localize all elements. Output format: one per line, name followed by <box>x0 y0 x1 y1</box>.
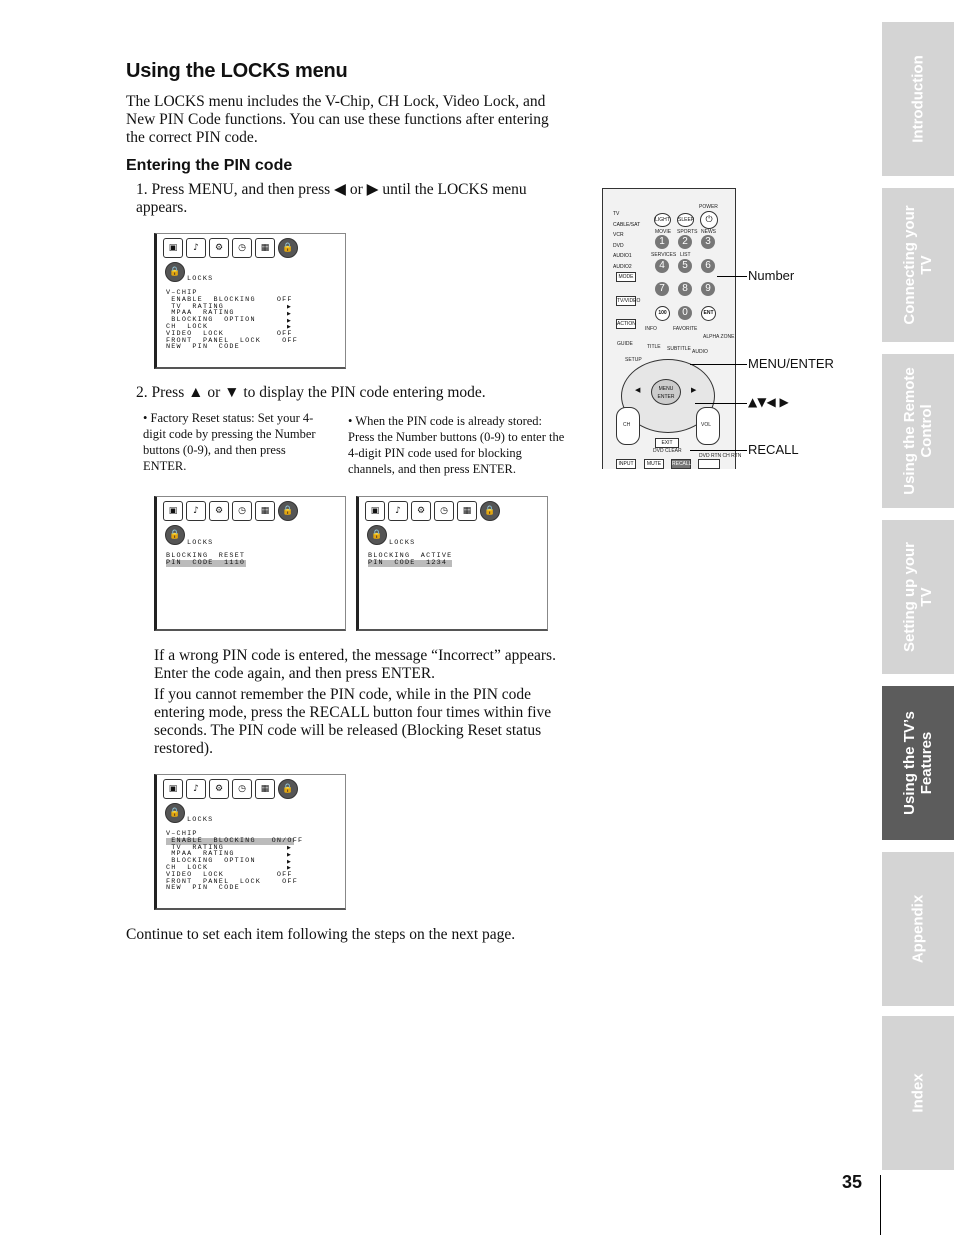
menu-line: TV RATING <box>166 843 225 852</box>
audio-icon: ♪ <box>186 501 206 521</box>
menu-line: VIDEO LOCK OFF <box>166 329 293 338</box>
timer-icon: ◷ <box>434 501 454 521</box>
power-button[interactable]: ⏻ <box>700 211 718 229</box>
tab-appendix[interactable]: Appendix <box>882 852 954 1006</box>
tab-using-tvs-features[interactable]: Using the TV’s Features <box>882 686 954 840</box>
locks-icon: 🔒 <box>278 238 298 258</box>
audio-label: AUDIO <box>692 349 708 355</box>
channel-icon: ▦ <box>457 501 477 521</box>
page-title: Using the LOCKS menu <box>126 60 348 82</box>
locks-selected-icon: 🔒 <box>367 525 387 545</box>
step-1: 1. Press MENU, and then press ◀ or ▶ until the LOCKS menu appears. <box>136 181 527 216</box>
pin-active-screen <box>356 496 548 631</box>
digit-9-button[interactable]: 9 <box>701 282 715 296</box>
menu-list <box>166 290 298 351</box>
menu-enter-button[interactable]: MENU ENTER <box>651 379 681 405</box>
favorite-label: FAVORITE <box>673 326 698 332</box>
number-callout: Number <box>748 268 795 283</box>
guide-label: GUIDE <box>617 341 633 347</box>
right-arrow-icon[interactable]: ▶ <box>691 386 697 394</box>
menu-line: MPAA RATING <box>166 309 235 318</box>
menu-icon-bar <box>163 238 298 258</box>
dvd-rtn-label: DVD RTN CH RTN <box>699 453 742 459</box>
audio-icon: ♪ <box>186 779 206 799</box>
audio-icon: ♪ <box>186 238 206 258</box>
menu-enter-callout: MENU/ENTER <box>748 356 834 371</box>
arrows-callout: ▲▼◀ ▶ <box>748 395 789 409</box>
menu-heading: LOCKS <box>187 539 214 547</box>
arrows-leader <box>695 403 747 404</box>
recall-callout: RECALL <box>748 442 799 457</box>
menu-line: FRONT PANEL LOCK OFF <box>166 336 298 345</box>
menu-icon-bar <box>365 501 500 521</box>
menu-line: MPAA RATING <box>166 850 235 859</box>
input-button[interactable]: INPUT <box>616 459 636 469</box>
vol-label: VOL <box>701 422 712 428</box>
power-label: POWER <box>699 204 718 210</box>
movie-label: MOVIE <box>655 229 672 235</box>
digit-8-button[interactable]: 8 <box>678 282 692 296</box>
setup-label: SETUP <box>625 357 642 363</box>
menu-icon-bar <box>163 501 298 521</box>
timer-icon: ◷ <box>232 779 252 799</box>
mute-button[interactable]: MUTE <box>644 459 664 469</box>
menu-heading: LOCKS <box>389 539 416 547</box>
recall-button[interactable]: RECALL <box>672 461 692 467</box>
light-button[interactable]: LIGHT <box>654 213 671 227</box>
tab-introduction[interactable]: Introduction <box>882 22 954 176</box>
mode-cable-sat[interactable]: CABLE/SAT <box>613 221 641 228</box>
remote-control <box>602 188 742 469</box>
digit-5-button[interactable]: 5 <box>678 259 692 273</box>
menu-line: VIDEO LOCK OFF <box>166 870 293 879</box>
setup-icon: ⚙ <box>209 779 229 799</box>
list-label: LIST <box>680 252 691 258</box>
locks-selected-icon: 🔒 <box>165 262 185 282</box>
number-leader <box>717 276 747 277</box>
services-label: SERVICES <box>651 252 677 258</box>
menu-line: CH LOCK <box>166 863 209 872</box>
recall-leader <box>690 450 747 451</box>
digit-3-button[interactable]: 3 <box>701 235 715 249</box>
digit-4-button[interactable]: 4 <box>655 259 669 273</box>
menu-line: NEW PIN CODE <box>166 884 240 893</box>
section-heading: Entering the PIN code <box>126 157 293 174</box>
title-label: TITLE <box>647 344 661 350</box>
blocking-status: BLOCKING ACTIVE <box>368 552 453 560</box>
digit-6-button[interactable]: 6 <box>701 259 715 273</box>
locks-icon: 🔒 <box>278 779 298 799</box>
hundred-button[interactable]: 100 <box>655 306 670 321</box>
step-2: 2. Press ▲ or ▼ to display the PIN code entering mode. <box>136 384 486 401</box>
setup-icon: ⚙ <box>209 501 229 521</box>
mode-tv[interactable]: TV <box>613 211 620 217</box>
menu-heading: LOCKS <box>187 816 214 824</box>
locks-menu-screen <box>154 233 346 369</box>
channel-icon: ▦ <box>255 501 275 521</box>
pin-code-field: PIN CODE 1110 <box>166 559 246 567</box>
blocking-status: BLOCKING RESET <box>166 552 246 560</box>
menu-heading: LOCKS <box>187 275 214 283</box>
menu-list <box>166 830 304 893</box>
action-button[interactable]: ACTION <box>617 321 636 327</box>
locks-selected-icon: 🔒 <box>165 803 185 823</box>
menu-enter-leader <box>690 364 747 365</box>
ch-label: CH <box>623 422 631 428</box>
channel-icon: ▦ <box>255 779 275 799</box>
timer-icon: ◷ <box>232 238 252 258</box>
recall-text: If you cannot remember the PIN code, while in the PIN code entering mode, press the RECALL button four times within five seconds. The PIN code will be released (Blocking Reset status restored). <box>154 686 552 757</box>
ch-rtn-button[interactable] <box>698 459 720 469</box>
bullet-pin-stored: • When the PIN code is already stored: Press the Number buttons (0-9) to enter the 4-digit PIN code used for blocking channels, and then press ENTER. <box>348 414 565 476</box>
tab-setting-up-your-tv[interactable]: Setting up your TV <box>882 520 954 674</box>
digit-7-button[interactable]: 7 <box>655 282 669 296</box>
menu-icon-bar <box>163 779 298 799</box>
ent-button[interactable]: ENT <box>701 306 716 321</box>
picture-icon: ▣ <box>163 238 183 258</box>
menu-line: V–CHIP <box>166 289 198 297</box>
wrong-pin-text: If a wrong PIN code is entered, the message “Incorrect” appears. Enter the code again, and then press ENTER. <box>154 647 556 682</box>
tab-index[interactable]: Index <box>882 1016 954 1170</box>
mode-list <box>613 209 640 272</box>
locks-selected-icon: 🔒 <box>165 525 185 545</box>
audio-icon: ♪ <box>388 501 408 521</box>
menu-line: BLOCKING OPTION <box>166 316 256 325</box>
tv-video-button[interactable]: TV/VIDEO <box>617 298 641 304</box>
mode-dvd[interactable]: DVD <box>613 242 624 249</box>
exit-button[interactable]: EXIT <box>655 438 679 448</box>
alpha-zone-label: ALPHA ZONE <box>703 334 735 340</box>
submenu-arrows: ▶ ▶ ▶ ▶ <box>287 304 291 331</box>
picture-icon: ▣ <box>365 501 385 521</box>
news-label: NEWS <box>701 229 716 235</box>
menu-line: FRONT PANEL LOCK OFF <box>166 877 298 886</box>
locks-menu-enabled-screen <box>154 774 346 910</box>
pin-reset-screen <box>154 496 346 631</box>
menu-line: TV RATING <box>166 302 225 311</box>
channel-icon: ▦ <box>255 238 275 258</box>
menu-line: CH LOCK <box>166 322 209 331</box>
locks-icon: 🔒 <box>480 501 500 521</box>
menu-line: BLOCKING OPTION <box>166 857 256 866</box>
left-arrow-icon[interactable]: ◀ <box>635 386 641 394</box>
tab-connecting-your-tv[interactable]: Connecting your TV <box>882 188 954 342</box>
submenu-arrows: ▶ ▶ ▶ ▶ <box>287 845 291 872</box>
info-label: INFO <box>645 326 657 332</box>
digit-1-button[interactable]: 1 <box>655 235 669 249</box>
setup-icon: ⚙ <box>411 501 431 521</box>
dvd-clear-label: DVD CLEAR <box>653 448 682 454</box>
digit-0-button[interactable]: 0 <box>678 306 692 320</box>
timer-icon: ◷ <box>232 501 252 521</box>
picture-icon: ▣ <box>163 779 183 799</box>
intro-text: The LOCKS menu includes the V-Chip, CH Lock, Video Lock, and New PIN Code functions. You can use these functions after entering the correct PIN code. <box>126 93 549 146</box>
mode-audio1[interactable]: AUDIO1 <box>613 253 632 259</box>
pin-code-field: PIN CODE 1234 <box>368 560 452 567</box>
sports-label: SPORTS <box>677 229 698 235</box>
mode-vcr[interactable]: VCR <box>613 232 624 238</box>
menu-line: NEW PIN CODE <box>166 343 240 352</box>
continue-text: Continue to set each item following the steps on the next page. <box>126 926 516 943</box>
sleep-button[interactable]: SLEEP <box>677 213 694 227</box>
menu-line-selected: ENABLE BLOCKING ON/OFF <box>166 836 304 845</box>
mode-button[interactable]: MODE <box>616 272 636 282</box>
tab-using-remote-control[interactable]: Using the Remote Control <box>882 354 954 508</box>
mode-audio2[interactable]: AUDIO2 <box>613 263 632 270</box>
locks-icon: 🔒 <box>278 501 298 521</box>
setup-icon: ⚙ <box>209 238 229 258</box>
digit-2-button[interactable]: 2 <box>678 235 692 249</box>
bullet-factory-reset: • Factory Reset status: Set your 4-digit code by pressing the Number buttons (0-9), and then press ENTER. <box>143 411 316 473</box>
menu-line: V–CHIP <box>166 830 198 838</box>
menu-line: ENABLE BLOCKING OFF <box>166 295 293 304</box>
page-divider <box>880 1175 881 1235</box>
subtitle-label: SUBTITLE <box>667 346 691 352</box>
picture-icon: ▣ <box>163 501 183 521</box>
page-number: 35 <box>842 1172 863 1192</box>
